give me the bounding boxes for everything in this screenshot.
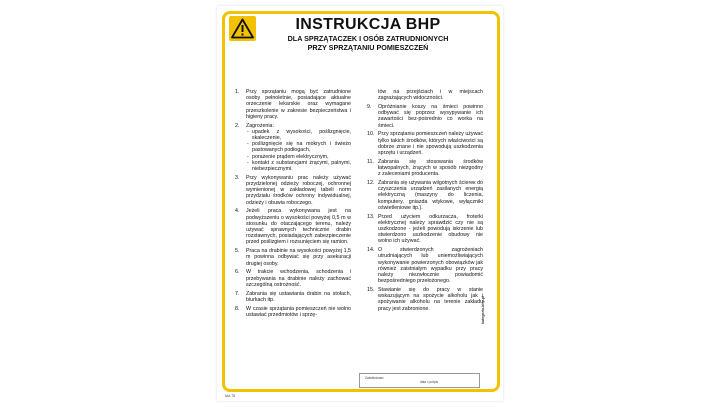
publisher-mark: kategoria-bhp.pl xyxy=(481,296,485,324)
right-column xyxy=(367,89,483,314)
list-item: 15. Stawianie się do pracy w stanie wskazującym na spożycie alkoholu jak i spożywanie alkoholu na terenie zakładu pracy jest zabronione. xyxy=(367,287,483,312)
list-item: 4. Jeżeli praca wykonywana jest na podwyższeniu o wysokości powyżej 0,5 m w stosunku do otaczającego terenu, należy używać sprawnych technicznie drabin rozstawnych, posiadających zabezpieczenie przed poślizgiem i rozsunięciem się ramion. xyxy=(235,208,351,246)
signature-label: Zatwierdzam: xyxy=(365,376,385,380)
subtitle-line-2: PRZY SPRZĄTANIU POMIESZCZEŃ xyxy=(307,43,429,53)
warning-sign xyxy=(229,16,256,41)
list-item: 8. W czasie sprzątania pomieszczeń nie wolno ustawiać przedmiotów i sprzę- xyxy=(235,305,351,318)
list-item: 2. Zagrożenia: - upadek z wysokości, poślizgnięcie, skaleczenie, - poślizgnięcie się na mokrych i świeżo pastowanych podłogach, - porażenie prądem elektrycznym, - kontakt z substancjami żrącymi, palnymi, niebezpiecznymi. xyxy=(235,123,351,173)
list-item: 3. Przy wykonywaniu prac należy używać przydzielonej odzieży roboczej, ochronnej wymienionej w zakładowej tabeli norm przydziału środków ochrony indywidualnej, odzieży i obuwia roboczego. xyxy=(235,174,351,206)
warning-triangle-icon xyxy=(231,18,254,39)
subtitle-line-1: DLA SPRZĄTACZEK I OSÓB ZATRUDNIONYCH xyxy=(287,34,449,43)
list-item: 12. Zabrania się używania wilgotnych ściereк do czyszczenia urządzeń zasilanych energią elektryczną (maszyny do liczenia, komputery, gniazda wtykowe, wyłączniki oświetleniowe itp.). xyxy=(367,180,483,211)
list-item: 13. Przed użyciem odkurzacza, froterki elektrycznej należy sprawdzić czy nie są uszkodzone - jeżeli powodują iskrzenie lub stwierdzono uszkodzenie obudowy nie wolno ich używać. xyxy=(367,213,483,245)
product-code: IAA 78 xyxy=(225,394,235,398)
list-item: 11. Zabrania się stosowania środków łatwopalnych, żrących w sposób niezgodny z zaleceniami producenta. xyxy=(367,158,483,178)
list-item: 10. Przy sprzątaniu pomieszczeń należy używać tylko takich środków, których właściwości są dobrze znane i nie spowodują uszkodzenia sprzętu i urządzeń. xyxy=(367,131,483,157)
signature-box xyxy=(359,373,480,388)
list-item-continuation: tów na przejściach i w miejscach zagrażających widoczności. xyxy=(378,89,483,102)
hazard-list: - upadek z wysokości, poślizgnięcie, skaleczenie, - poślizgnięcie się na mokrych i świeżo pastowanych podłogach, - porażenie prądem elektrycznym, - kontakt z substancjami żrącymi, palnymi, niebezpiecznymi. xyxy=(246,129,351,172)
list-item: 14. O stwierdzonych zagrożeniach utrudniających lub uniemożliwiających wykonywanie powierzonych obowiązków jak również zaistniałym wypadku przy pracy należy niezwłocznie powiadomić bezpośredniego przełożonego. xyxy=(367,247,483,285)
page-title: INSTRUKCJA BHP xyxy=(295,16,441,33)
list-item: 5. Praca na drabinie na wysokości powyżej 1,5 m powinna odbywać się przy asekuracji drugiej osoby. xyxy=(235,248,351,267)
left-column xyxy=(235,89,351,321)
title-block xyxy=(257,16,479,52)
list-item: 7. Zabrania się ustawiania drabin na stołach, biurkach itp. xyxy=(235,290,351,303)
signature-sublabel: data i podpis xyxy=(420,380,439,384)
list-item: 6. W trakcie wchodzenia, schodzenia i przebywania na drabinie należy zachować szczególną ostrożność. xyxy=(235,269,351,288)
list-item: 9. Opróżnianie koszy na śmieci powinno odbywać się poprzez wysypywanie ich zawartości bez-pośrednio co worka na śmieci. xyxy=(367,104,483,129)
list-item: 1. Przy sprzątaniu mogą być zatrudnione osoby pełnoletnie, posiadające aktualne orzeczenie lekarskie oraz wymagane przeszkolenie w zakresie bezpieczeństwa i higieny pracy. xyxy=(235,89,351,120)
instruction-sheet xyxy=(217,6,503,401)
